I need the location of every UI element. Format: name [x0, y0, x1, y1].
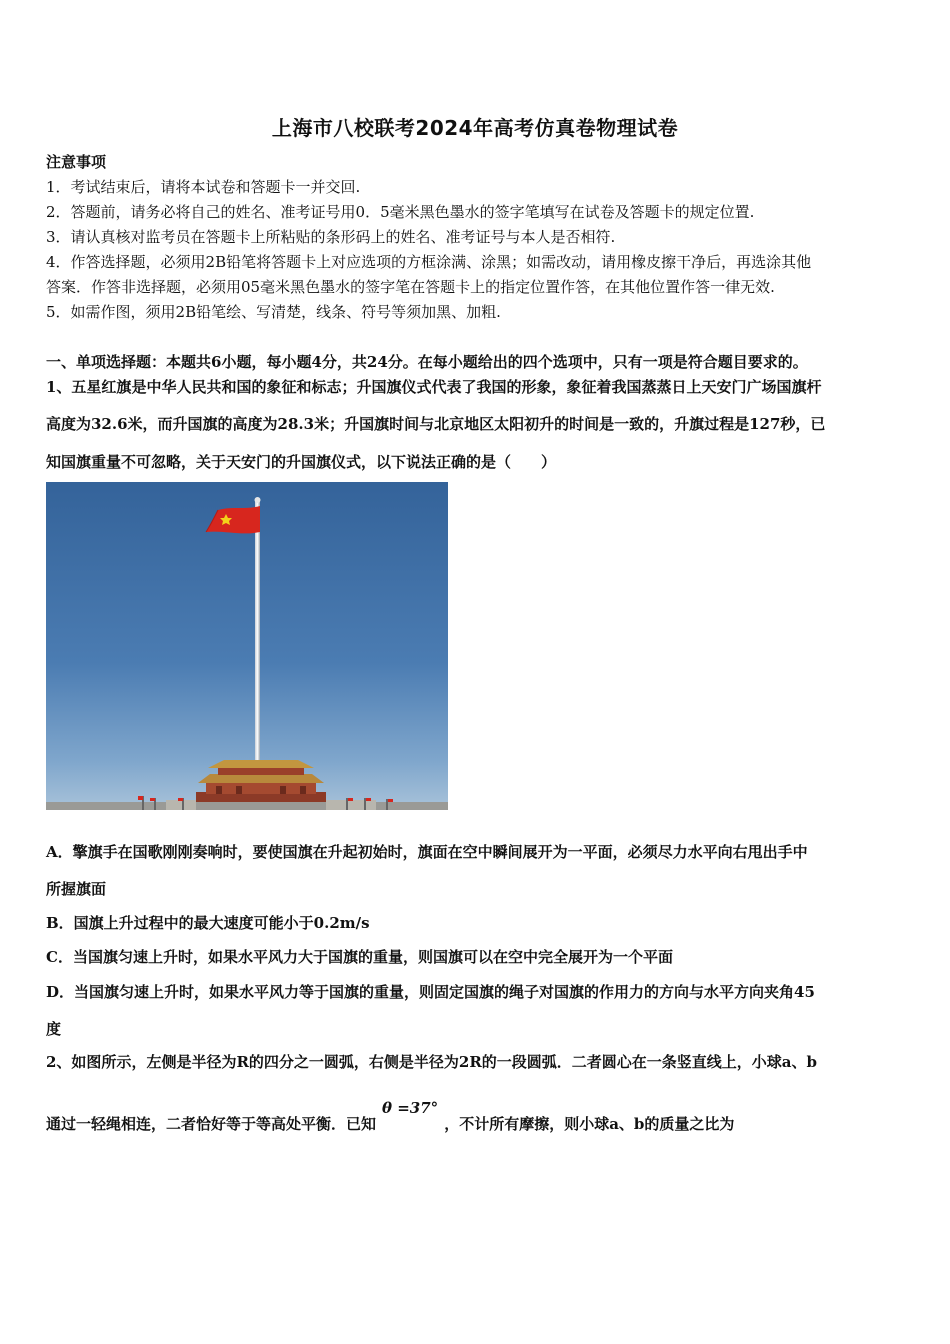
option-c: C．当国旗匀速上升时，如果水平风力大于国旗的重量，则国旗可以在空中完全展开为一个平面 — [46, 948, 673, 966]
section-heading: 一、单项选择题：本题共6小题，每小题4分，共24分。在每小题给出的四个选项中，只有一项是符合题目要求的。 — [46, 353, 808, 371]
question-2-text: 2、如图所示，左侧是半径为R的四分之一圆弧，右侧是半径为2R的一段圆弧．二者圆心在一条竖直线上，小球a、b — [46, 1053, 818, 1071]
page-title: 上海市八校联考2024年高考仿真卷物理试卷 — [271, 116, 679, 140]
notice-item: 4．作答选择题，必须用2B铅笔将答题卡上对应选项的方框涂满、涂黑；如需改动，请用橡皮擦干净后，再选涂其他 — [46, 253, 812, 271]
option-d-cont: 度 — [46, 1020, 62, 1038]
theta-formula: θ =37° — [382, 1099, 439, 1117]
question-2-text-part: 通过一轻绳相连，二者恰好等于等高处平衡．已知 — [46, 1115, 377, 1133]
notice-item: 1．考试结束后，请将本试卷和答题卡一并交回. — [46, 178, 361, 196]
option-b: B．国旗上升过程中的最大速度可能小于0.2m/s — [46, 914, 370, 932]
notice-item: 2．答题前，请务必将自己的姓名、准考证号用0．5毫米黑色墨水的签字笔填写在试卷及答题卡的规定位置. — [46, 203, 755, 221]
question-1-text: 1、五星红旗是中华人民共和国的象征和标志；升国旗仪式代表了我国的形象，象征着我国蒸蒸日上天安门广场国旗杆 — [46, 378, 822, 396]
notice-item: 5．如需作图，须用2B铅笔绘、写清楚，线条、符号等须加黑、加粗. — [46, 303, 501, 321]
question-2-text-part: ，不计所有摩擦，则小球a、b的质量之比为 — [444, 1115, 735, 1133]
option-d: D．当国旗匀速上升时，如果水平风力等于国旗的重量，则固定国旗的绳子对国旗的作用力的方向与水平方向夹角45 — [46, 983, 815, 1001]
notice-heading: 注意事项 — [46, 153, 107, 171]
question-2-text-line2 — [46, 1099, 916, 1134]
notice-item: 3．请认真核对监考员在答题卡上所粘贴的条形码上的姓名、准考证号与本人是否相符. — [46, 228, 616, 246]
notice-item: 答案．作答非选择题，必须用05毫米黑色墨水的签字笔在答题卡上的指定位置作答，在其他位置作答一律无效. — [46, 278, 775, 296]
option-a: A．擎旗手在国歌刚刚奏响时，要使国旗在升起初始时，旗面在空中瞬间展开为一平面，必须尽力水平向右甩出手中 — [46, 843, 808, 861]
flag-raising-photo — [46, 482, 448, 810]
option-a-cont: 所握旗面 — [46, 880, 107, 898]
question-1-text: 高度为32.6米，而升国旗的高度为28.3米；升国旗时间与北京地区太阳初升的时间是一致的，升旗过程是127秒，已 — [46, 415, 826, 433]
question-1-text: 知国旗重量不可忽略，关于天安门的升国旗仪式，以下说法正确的是（ ） — [46, 453, 557, 471]
